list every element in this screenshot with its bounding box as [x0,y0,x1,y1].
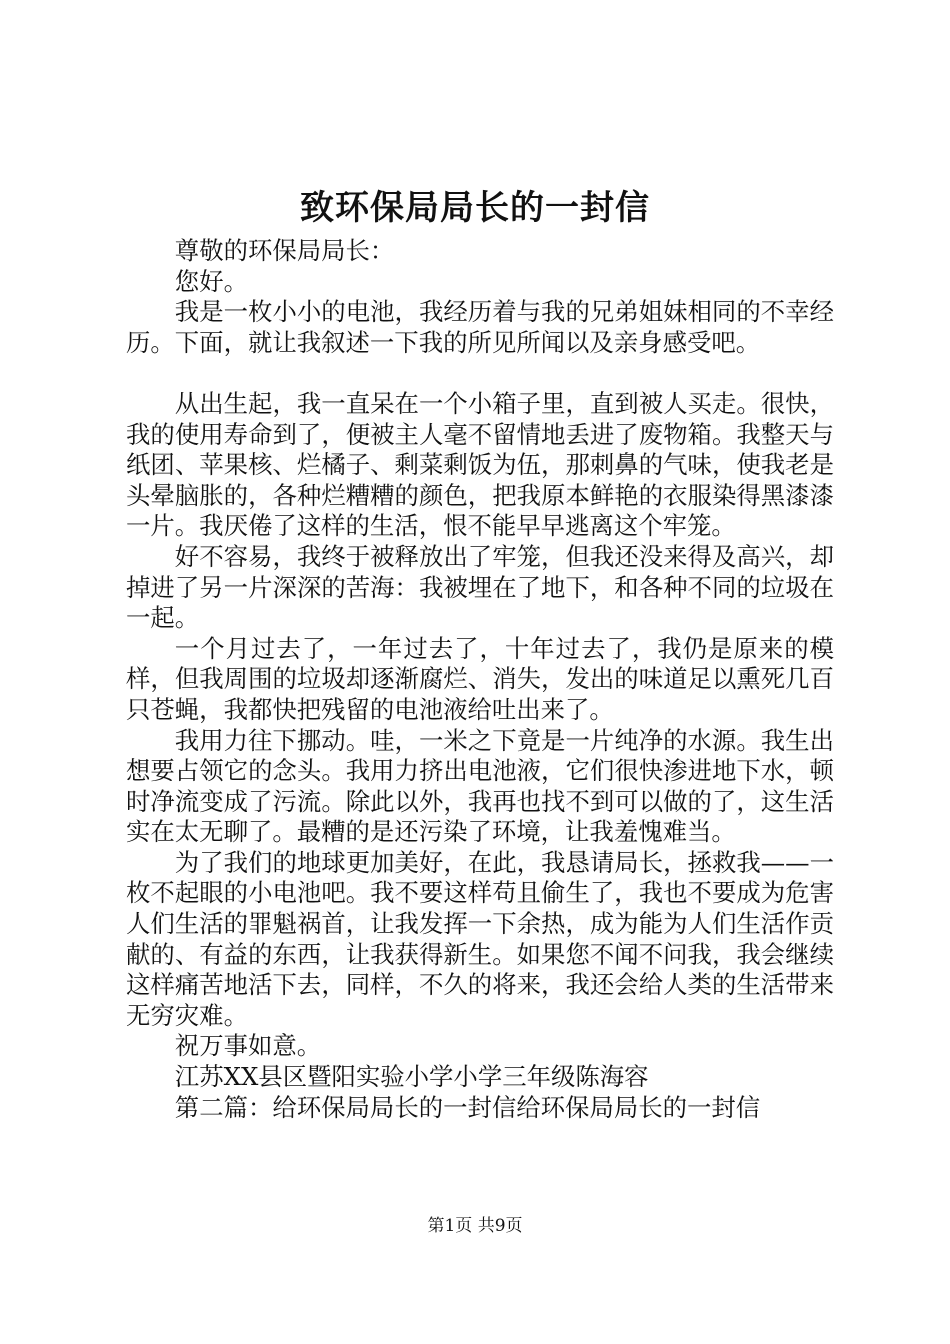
paragraph-years: 一个月过去了，一年过去了，十年过去了，我仍是原来的模样，但我周围的垃圾却逐渐腐烂、消失，发出的味道足以熏死几百只苍蝇，我都快把残留的电池液给吐出来了。 [126,633,834,724]
next-section-heading: 第二篇：给环保局局长的一封信给环保局局长的一封信 [174,1092,761,1122]
document-title: 致环保局局长的一封信 [300,188,650,228]
greeting: 您好。 [174,266,248,296]
paragraph-intro: 我是一枚小小的电池，我经历着与我的兄弟姐妹相同的不幸经历。下面，就让我叙述一下我的所见所闻以及亲身感受吧。 [126,297,834,357]
signature: 江苏XX县区暨阳实验小学小学三年级陈海容 [174,1062,649,1092]
paragraph-water: 我用力往下挪动。哇，一米之下竟是一片纯净的水源。我生出想要占领它的念头。我用力挤出电池液，它们很快渗进地下水，顿时净流变成了污流。除此以外，我再也找不到可以做的了，这生活实在太无聊了。最糟的是还污染了环境，让我羞愧难当。 [126,725,834,847]
paragraph-buried: 好不容易，我终于被释放出了牢笼，但我还没来得及高兴，却掉进了另一片深深的苦海：我被埋在了地下，和各种不同的垃圾在一起。 [126,541,834,633]
page-footer: 第1页 共9页 [427,1216,523,1236]
closing: 祝万事如意。 [174,1031,322,1061]
paragraph-plea: 为了我们的地球更加美好，在此，我恳请局长，拯救我——一枚不起眼的小电池吧。我不要这样苟且偷生了，我也不要成为危害人们生活的罪魁祸首，让我发挥一下余热，成为能为人们生活作贡献的、有益的东西，让我获得新生。如果您不闻不问我，我会继续这样痛苦地活下去，同样，不久的将来，我还会给人类的生活带来无穷灾难。 [126,847,834,1030]
paragraph-birth: 从出生起，我一直呆在一个小箱子里，直到被人买走。很快，我的使用寿命到了，便被主人毫不留情地丢进了废物箱。我整天与纸团、苹果核、烂橘子、剩菜剩饭为伍，那刺鼻的气味，使我老是头晕脑胀的，各种烂糟糟的颜色，把我原本鲜艳的衣服染得黑漆漆一片。我厌倦了这样的生活，恨不能早早逃离这个牢笼。 [126,388,834,541]
letter-body [126,236,834,1123]
salutation: 尊敬的环保局局长： [174,236,395,265]
